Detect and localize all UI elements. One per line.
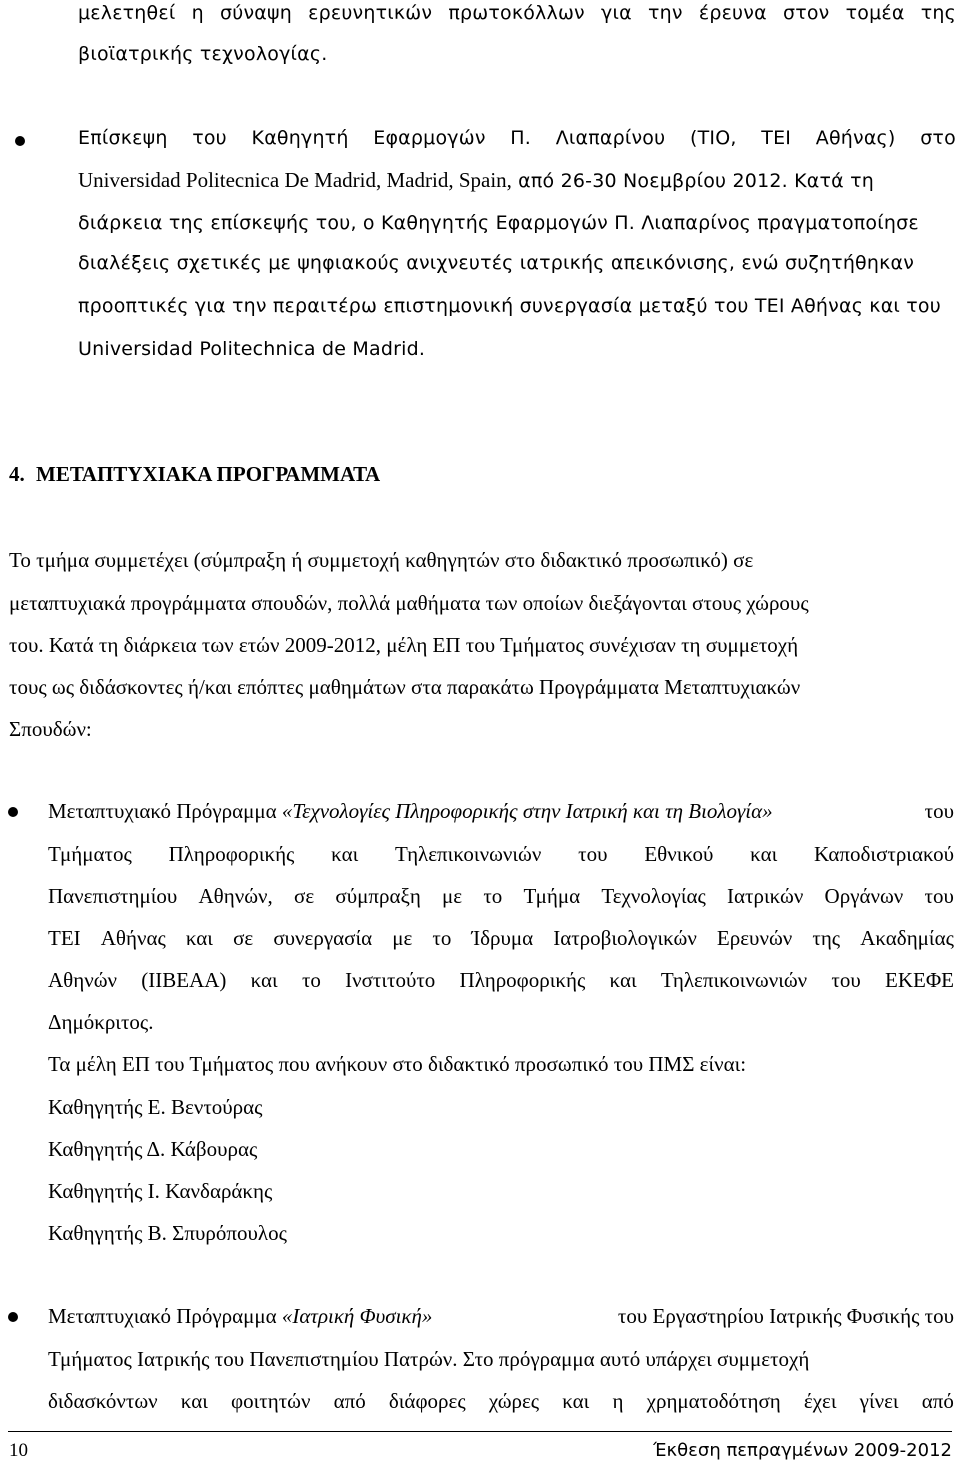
word: Πληροφορικής — [168, 842, 295, 866]
word: ΤΕΙ — [48, 926, 81, 950]
program2-line-2: Τμήματος Ιατρικής του Πανεπιστημίου Πατρών. Στο πρόγραμμα αυτό υπάρχει συμμετοχή — [48, 1347, 810, 1371]
word: τομέα — [845, 2, 905, 24]
word: έρευνα — [698, 2, 767, 24]
program1-line-3 — [48, 886, 954, 907]
word: Τμήματος — [48, 842, 132, 866]
word: (ΤΙΟ, — [689, 127, 737, 149]
word: Εθνικού — [644, 842, 714, 866]
word: το — [483, 884, 503, 908]
word: ΕΚΕΦΕ — [885, 968, 954, 992]
word: και — [250, 968, 278, 992]
program2-line-3 — [48, 1391, 954, 1412]
word: της — [812, 926, 841, 950]
word: για — [601, 2, 632, 24]
word: Τεχνολογίας — [601, 884, 706, 908]
word: Τμήμα — [523, 884, 581, 908]
para-line-3: του. Κατά τη διάρκεια των ετών 2009-2012, μέλη ΕΠ του Τμήματος συνέχισαν τη συμμετοχή — [9, 633, 799, 657]
word: Ερευνών — [716, 926, 793, 950]
word: Οργάνων — [824, 884, 904, 908]
word: χρηματοδότηση — [646, 1389, 781, 1413]
word: ΤΕΙ — [761, 127, 792, 149]
word: Τηλεπικοινωνιών — [395, 842, 542, 866]
program2-title: «Ιατρική Φυσική» — [281, 1304, 433, 1328]
word: η — [191, 2, 204, 24]
word: Ίδρυμα — [471, 926, 534, 950]
word: Επίσκεψη — [78, 127, 168, 149]
word: διδασκόντων — [48, 1389, 158, 1413]
word: (ΙΙΒΕΑΑ) — [141, 968, 227, 992]
word: και — [562, 1389, 590, 1413]
word: Τηλεπικοινωνιών — [660, 968, 808, 992]
para-line-1: Το τμήμα συμμετέχει (σύμπραξη ή συμμετοχή καθηγητών στο διδακτικό προσωπικό) σε — [9, 548, 754, 572]
bullet-visit — [15, 136, 25, 146]
member-1: Καθηγητής Ε. Βεντούρας — [48, 1095, 263, 1119]
visit-line-3-a: διάρκεια της επίσκεψής του, ο Καθηγητής Εφαρμογών Π. — [78, 212, 635, 234]
program1-line-1 — [48, 801, 954, 822]
word: Πληροφορικής — [459, 968, 586, 992]
program1-line-6: Δημόκριτος. — [48, 1010, 154, 1034]
word: Εφαρμογών — [373, 127, 486, 149]
footer-rule — [8, 1431, 952, 1432]
intro-line-1 — [78, 4, 956, 23]
visit-line-2 — [78, 170, 874, 191]
word: του — [192, 127, 227, 149]
word: γίνει — [859, 1389, 899, 1413]
word: μελετηθεί — [78, 2, 176, 24]
program2-line-1 — [48, 1306, 954, 1327]
visit-line-1 — [78, 129, 956, 148]
word: η — [612, 1389, 624, 1413]
word: στο — [920, 127, 956, 149]
visit-line-2-b: από 26-30 Νοεμβρίου 2012. Κατά τη — [511, 170, 874, 192]
word: ερευνητικών — [308, 2, 433, 24]
word: Π. — [510, 127, 532, 149]
word: την — [648, 2, 683, 24]
word: Ιατρικών — [727, 884, 804, 908]
visit-line-4: διαλέξεις σχετικές με ψηφιακούς ανιχνευτές ιατρικής απεικόνισης, ενώ συζητήθηκαν — [78, 252, 915, 274]
word: της — [920, 2, 956, 24]
visit-line-2-a: Universidad Politecnica De Madrid, Madrid, Spain, — [78, 168, 512, 192]
word: Αθηνών, — [198, 884, 273, 908]
word: και — [750, 842, 778, 866]
word: σύναψη — [220, 2, 292, 24]
word: από — [333, 1389, 366, 1413]
word: σε — [294, 884, 315, 908]
word: Αθήνας) — [815, 127, 896, 149]
bullet-program-2 — [8, 1312, 18, 1322]
word: Αθηνών — [48, 968, 118, 992]
para-line-5: Σπουδών: — [9, 717, 92, 741]
word: Πανεπιστημίου — [48, 884, 178, 908]
member-3: Καθηγητής Ι. Κανδαράκης — [48, 1179, 273, 1203]
word: στον — [782, 2, 830, 24]
word: από — [921, 1389, 954, 1413]
word: Ιατροβιολογικών — [553, 926, 697, 950]
visit-line-3-b: Λιαπαρίνος πραγματοποίησε — [634, 212, 919, 234]
word: Αθήνας — [100, 926, 166, 950]
word: Καθηγητή — [251, 127, 349, 149]
word: πρωτοκόλλων — [448, 2, 585, 24]
word: Ινστιτούτο — [345, 968, 436, 992]
visit-line-6: Universidad Politechnica de Madrid. — [78, 338, 426, 360]
program1-members-intro: Τα μέλη ΕΠ του Τμήματος που ανήκουν στο διδακτικό προσωπικό του ΠΜΣ είναι: — [48, 1052, 747, 1076]
page-number: 10 — [9, 1440, 28, 1461]
word: χώρες — [488, 1389, 540, 1413]
report-title: Έκθεση πεπραγμένων 2009-2012 — [653, 1440, 952, 1461]
visit-line-3 — [78, 212, 919, 233]
word: Ακαδημίας — [860, 926, 954, 950]
program1-lead: Μεταπτυχιακό Πρόγραμμα — [48, 799, 282, 823]
word: το — [301, 968, 321, 992]
bullet-program-1 — [8, 807, 18, 817]
word: σε — [233, 926, 254, 950]
section-number: 4. — [9, 462, 25, 486]
word: συνεργασία — [273, 926, 373, 950]
word: με — [442, 884, 463, 908]
program1-line-2 — [48, 844, 954, 865]
section-title: ΜΕΤΑΠΤΥΧΙΑΚΑ ΠΡΟΓΡΑΜΜΑΤΑ — [36, 462, 381, 486]
para-line-4: τους ως διδάσκοντες ή/και επόπτες μαθημάτων στα παρακάτω Προγράμματα Μεταπτυχιακών — [9, 675, 801, 699]
program1-after: του — [924, 799, 954, 823]
word: και — [331, 842, 359, 866]
program2-after: του Εργαστηρίου Ιατρικής Φυσικής του — [617, 1304, 954, 1328]
word: φοιτητών — [231, 1389, 311, 1413]
program1-title: «Τεχνολογίες Πληροφορικής στην Ιατρική και τη Βιολογία» — [281, 799, 773, 823]
word: Λιαπαρίνου — [555, 127, 666, 149]
visit-line-5: προοπτικές για την περαιτέρω επιστημονική συνεργασία μεταξύ του ΤΕΙ Αθήνας και του — [78, 295, 941, 317]
word: διάφορες — [388, 1389, 466, 1413]
program1-line-5 — [48, 970, 954, 991]
word: του — [578, 842, 608, 866]
word: και — [609, 968, 637, 992]
para-line-2: μεταπτυχιακά προγράμματα σπουδών, πολλά μαθήματα των οποίων διεξάγονται στους χώρους — [9, 591, 809, 615]
program1-line-4 — [48, 928, 954, 949]
section-heading — [9, 464, 380, 485]
word: Καποδιστριακού — [814, 842, 954, 866]
program2-lead: Μεταπτυχιακό Πρόγραμμα — [48, 1304, 282, 1328]
word: του — [831, 968, 861, 992]
member-2: Καθηγητής Δ. Κάβουρας — [48, 1137, 258, 1161]
word: και — [180, 1389, 208, 1413]
word: με — [392, 926, 413, 950]
member-4: Καθηγητής Β. Σπυρόπουλος — [48, 1221, 287, 1245]
word: έχει — [803, 1389, 837, 1413]
word: σύμπραξη — [335, 884, 421, 908]
word: του — [924, 884, 954, 908]
word: το — [432, 926, 452, 950]
word: και — [185, 926, 213, 950]
intro-line-2: βιοϊατρικής τεχνολογίας. — [78, 43, 328, 65]
